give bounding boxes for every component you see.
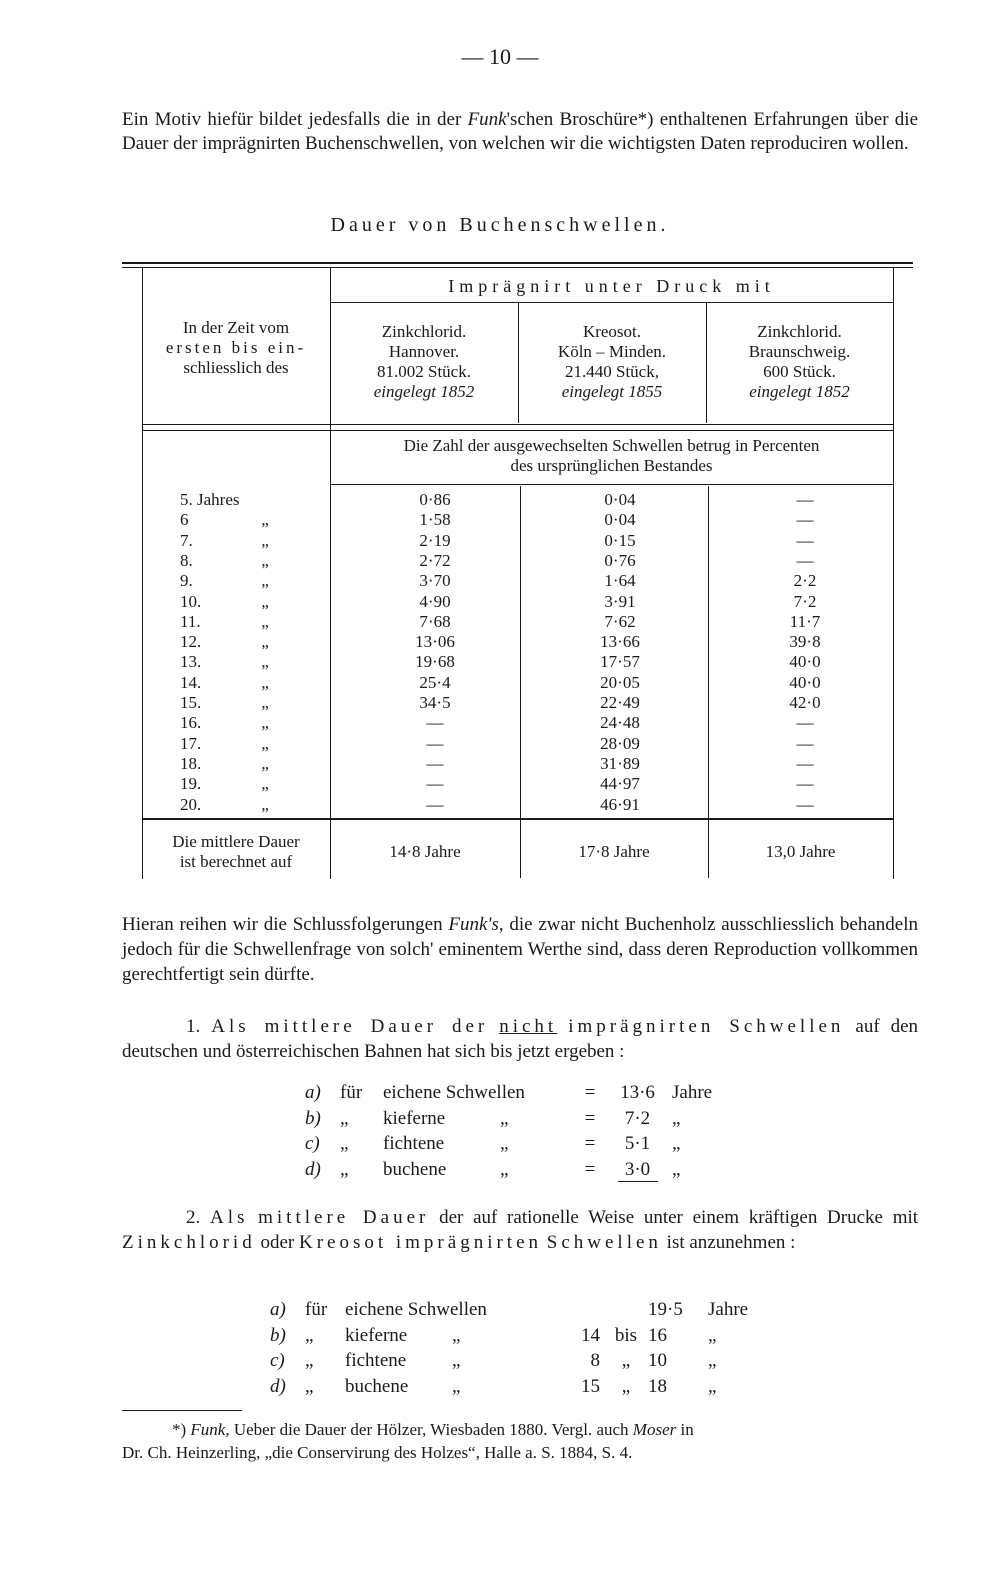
mean-label-line-2: ist berechnet auf xyxy=(179,852,293,871)
para1-after: , die zwar nicht Buchenholz ausschliesslich behandeln jedoch für die Schwellenfrage von solch' eminentem Werthe sind, dass deren Reproduction vollkommen gerechtfertigt sein dürfte. xyxy=(122,914,918,985)
col3-line1: Zinkchlorid. xyxy=(757,322,842,341)
item1-rest: auf den deutschen und österreichischen Bahnen hat sich bis jetzt ergeben : xyxy=(122,1016,919,1062)
item2-schwellen: Schwellen xyxy=(546,1232,662,1253)
row-ditto-mark: „ xyxy=(261,611,269,631)
list1-key: a) xyxy=(305,1082,321,1103)
cell-koeln: 46·91 xyxy=(600,794,640,814)
footnote-marker: *) xyxy=(172,1420,187,1439)
list1-unit: „ xyxy=(672,1158,681,1180)
col3-line2: Braunschweig. xyxy=(748,342,851,361)
mean-value-braunschweig: 13,0 Jahre xyxy=(765,842,836,861)
item-2 xyxy=(122,1205,918,1255)
cell-braunschweig: — xyxy=(796,713,814,733)
list2-key: c) xyxy=(270,1350,285,1371)
cell-braunschweig: — xyxy=(796,490,814,509)
subheader-line-2: des ursprünglichen Bestandes xyxy=(510,456,713,475)
row-ditto-mark: „ xyxy=(261,672,269,692)
list2-unit: Jahre xyxy=(708,1299,749,1320)
cell-hannover: — xyxy=(426,733,444,753)
header-bottom-rule xyxy=(142,424,893,425)
table-top-rule-thin xyxy=(122,267,913,268)
cell-braunschweig: 2·2 xyxy=(793,571,817,591)
cell-hannover: 19·68 xyxy=(415,652,455,672)
cell-braunschweig: — xyxy=(796,794,814,814)
cell-braunschweig: 40·0 xyxy=(789,672,821,692)
item2-rest: ist anzunehmen : xyxy=(666,1232,796,1253)
cell-braunschweig: — xyxy=(796,733,814,753)
intro-author: Funk xyxy=(467,109,507,130)
col2-line2: Köln – Minden. xyxy=(557,342,667,361)
item1-text-a: Als mittlere Dauer der xyxy=(211,1016,489,1037)
item-1 xyxy=(122,1014,918,1064)
list2-prefix: für xyxy=(305,1299,328,1320)
list1-unit: „ xyxy=(672,1107,681,1129)
row-ditto-mark: „ xyxy=(261,632,269,652)
cell-braunschweig: — xyxy=(796,753,814,773)
list2-wood: buchene xyxy=(345,1375,409,1397)
row-ditto-mark: „ xyxy=(261,652,269,672)
col1-line1: Zinkchlorid. xyxy=(381,322,467,341)
col2-line1: Kreosot. xyxy=(582,322,642,341)
list2-bis: bis xyxy=(614,1324,638,1346)
row-year-label: 19. xyxy=(180,774,202,794)
cell-koeln: 3·91 xyxy=(604,591,636,611)
list2-wood: eichene Schwellen xyxy=(345,1299,487,1320)
list2-key: d) xyxy=(270,1375,286,1397)
row-year-label: 14. xyxy=(180,672,202,692)
cell-koeln: 0·76 xyxy=(604,550,636,570)
list1-wood: buchene xyxy=(383,1158,447,1180)
cell-braunschweig: 40·0 xyxy=(789,652,821,672)
list1-unit: Jahre xyxy=(672,1082,713,1103)
list2-bis: „ xyxy=(621,1375,631,1397)
list2-key: a) xyxy=(270,1299,286,1320)
row-year-label: 16. xyxy=(180,713,202,733)
row-header-line-1: In der Zeit vom xyxy=(182,318,290,337)
cell-braunschweig: 11·7 xyxy=(789,611,821,631)
row-year-label: 15. xyxy=(180,693,202,712)
cell-hannover: 34·5 xyxy=(419,693,451,712)
item1-number: 1. xyxy=(186,1016,201,1037)
cell-hannover: — xyxy=(426,794,444,814)
col1-line4: eingelegt 1852 xyxy=(373,382,475,401)
item2-oder: oder xyxy=(260,1232,295,1253)
list2-prefix: „ xyxy=(305,1375,314,1397)
cell-braunschweig: 7·2 xyxy=(793,591,817,611)
col1-line3: 81.002 Stück. xyxy=(377,362,471,381)
cell-koeln: 0·04 xyxy=(604,490,636,509)
list1-ditto: „ xyxy=(500,1133,509,1154)
footnote-text-3: Dr. Ch. Heinzerling, „die Conservirung des Holzes“, Halle a. S. 1884, S. 4. xyxy=(122,1443,633,1462)
list1-key: b) xyxy=(305,1107,321,1129)
row-year-label: 8. xyxy=(180,550,193,570)
cell-hannover: 1·58 xyxy=(419,510,451,530)
table-top-rule xyxy=(122,262,913,264)
list1-wood: eichene Schwellen xyxy=(383,1082,525,1103)
row-ditto-mark: „ xyxy=(261,571,269,591)
list1-key: d) xyxy=(305,1158,321,1180)
row-year-label: 6 xyxy=(180,510,189,530)
cell-braunschweig: — xyxy=(796,530,814,550)
list1-ditto: „ xyxy=(500,1107,509,1129)
column-header-hannover xyxy=(330,322,518,402)
item2-number: 2. xyxy=(186,1207,201,1228)
cell-braunschweig: 39·8 xyxy=(789,632,821,652)
intro-text-after: 'schen Broschüre*) enthaltenen Erfahrungen über die Dauer der imprägnirten Buchenschwellen, von welchen wir die wichtigsten Daten reproduciren wollen. xyxy=(122,109,919,154)
col2-line4: eingelegt 1855 xyxy=(561,382,663,401)
list1-value: 13·6 xyxy=(620,1082,655,1103)
list2-to: 19·5 xyxy=(648,1299,683,1320)
col2-line3: 21.440 Stück, xyxy=(565,362,659,381)
list2-wood: kieferne xyxy=(345,1324,408,1346)
list1-wood: kieferne xyxy=(383,1107,446,1129)
cell-braunschweig: 42·0 xyxy=(789,693,821,712)
cell-hannover: 0·86 xyxy=(419,490,451,509)
list1-equals: = xyxy=(584,1133,596,1154)
table-title: Dauer von Buchenschwellen. xyxy=(330,214,670,236)
intro-paragraph xyxy=(122,108,918,156)
column-header-braunschweig xyxy=(706,322,893,402)
cell-braunschweig: — xyxy=(796,510,814,530)
list1-prefix: „ xyxy=(340,1133,349,1154)
list1-equals: = xyxy=(584,1107,596,1129)
list2-unit: „ xyxy=(708,1324,717,1346)
item1-nicht: nicht xyxy=(499,1016,558,1037)
list2-prefix: „ xyxy=(305,1324,314,1346)
row-year-label: 20. xyxy=(180,794,202,814)
row-ditto-mark: „ xyxy=(261,510,269,530)
row-year-label: 10. xyxy=(180,591,202,611)
list2-from: 15 xyxy=(581,1375,600,1397)
group-header: Imprägnirt unter Druck mit xyxy=(448,276,775,296)
cell-hannover: 2·19 xyxy=(419,530,451,550)
list2-to: 10 xyxy=(648,1350,667,1371)
mean-row-rule xyxy=(142,818,893,820)
list2-key: b) xyxy=(270,1324,286,1346)
row-ditto-mark: „ xyxy=(261,774,269,794)
row-year-label: 12. xyxy=(180,632,202,652)
subheader-rule xyxy=(330,484,893,485)
cell-koeln: 24·48 xyxy=(600,713,640,733)
list1-value: 3·0 xyxy=(624,1158,651,1180)
para1-before: Hieran reihen wir die Schlussfolgerungen xyxy=(122,914,449,935)
row-ditto-mark: „ xyxy=(261,591,269,611)
cell-koeln: 1·64 xyxy=(604,571,636,591)
table-right-border xyxy=(893,267,894,879)
row-year-label: 18. xyxy=(180,753,202,773)
footnote-text-2: in xyxy=(680,1420,694,1439)
col3-line3: 600 Stück. xyxy=(763,362,836,381)
footnote-author: Funk, xyxy=(190,1420,230,1439)
list1-wood: fichtene xyxy=(383,1133,445,1154)
list1-ditto: „ xyxy=(500,1158,509,1180)
cell-hannover: 2·72 xyxy=(419,550,451,570)
cell-hannover: 4·90 xyxy=(419,591,451,611)
list2-ditto: „ xyxy=(452,1375,461,1397)
list2-to: 16 xyxy=(648,1324,667,1346)
row-ditto-mark: „ xyxy=(261,530,269,550)
list2-prefix: „ xyxy=(305,1350,314,1371)
column-header-koeln xyxy=(518,322,706,402)
list1-value: 7·2 xyxy=(624,1107,651,1129)
list2-wood: fichtene xyxy=(345,1350,407,1371)
list1-prefix: „ xyxy=(340,1107,349,1129)
footnote xyxy=(122,1418,918,1464)
list1-equals: = xyxy=(584,1082,596,1103)
group-header-rule xyxy=(330,302,893,303)
cell-koeln: 20·05 xyxy=(600,672,640,692)
cell-hannover: 7·68 xyxy=(419,611,451,631)
row-year-label: 13. xyxy=(180,652,202,672)
list2-ditto: „ xyxy=(452,1350,461,1371)
row-year-label: 5. Jahres xyxy=(180,490,240,509)
list1-prefix: „ xyxy=(340,1158,349,1180)
list2-unit: „ xyxy=(708,1375,717,1397)
cell-koeln: 44·97 xyxy=(600,774,640,794)
item2-text-c: der auf rationelle Weise unter einem kräftigen Drucke mit xyxy=(439,1207,919,1228)
item2-text-b: mittlere Dauer xyxy=(258,1207,430,1228)
row-ditto-mark: „ xyxy=(261,733,269,753)
footnote-text-1: Ueber die Dauer der Hölzer, Wiesbaden 1880. Vergl. auch xyxy=(233,1420,629,1439)
list1-equals: = xyxy=(584,1158,596,1180)
cell-koeln: 13·66 xyxy=(600,632,640,652)
row-header xyxy=(142,318,330,378)
cell-braunschweig: — xyxy=(796,550,814,570)
mean-value-hannover: 14·8 Jahre xyxy=(389,842,461,861)
list1-key: c) xyxy=(305,1133,320,1154)
page-number: — 10 — xyxy=(461,44,539,69)
cell-hannover: 25·4 xyxy=(419,672,451,692)
list2-from: 14 xyxy=(581,1324,600,1346)
cell-hannover: — xyxy=(426,713,444,733)
row-ditto-mark: „ xyxy=(261,693,269,712)
list1-sum-underline xyxy=(618,1181,658,1182)
item2-zinkchlorid: Zinkchlorid xyxy=(122,1232,256,1253)
row-ditto-mark: „ xyxy=(261,753,269,773)
subheader-line-1: Die Zahl der ausgewechselten Schwellen betrug in Percenten xyxy=(403,436,820,455)
cell-hannover: 3·70 xyxy=(419,571,451,591)
row-year-label: 17. xyxy=(180,733,202,753)
header-bottom-rule-2 xyxy=(142,430,893,431)
cell-braunschweig: — xyxy=(796,774,814,794)
list1-unit: „ xyxy=(672,1133,681,1154)
intro-text-before: Ein Motiv hiefür bildet jedesfalls die in der xyxy=(122,109,468,130)
cell-koeln: 0·04 xyxy=(604,510,636,530)
cell-koeln: 0·15 xyxy=(604,530,636,550)
row-header-line-2: ersten bis ein- xyxy=(165,338,307,357)
cell-koeln: 28·09 xyxy=(600,733,640,753)
list1-value: 5·1 xyxy=(624,1133,651,1154)
row-ditto-mark xyxy=(255,490,275,510)
row-year-label: 11. xyxy=(180,611,201,631)
footnote-author-2: Moser xyxy=(632,1420,677,1439)
col1-line2: Hannover. xyxy=(388,342,460,361)
item2-text-a: Als xyxy=(209,1207,249,1228)
table-subheader xyxy=(330,436,893,476)
para1-author: Funk's xyxy=(448,914,499,935)
cell-hannover: 13·06 xyxy=(415,632,455,652)
row-year-label: 9. xyxy=(180,571,193,591)
row-ditto-mark: „ xyxy=(261,794,269,814)
row-ditto-mark: „ xyxy=(261,550,269,570)
row-ditto-mark: „ xyxy=(261,713,269,733)
list2-ditto: „ xyxy=(452,1324,461,1346)
list2-from: 8 xyxy=(590,1350,600,1371)
mean-label-line-1: Die mittlere Dauer xyxy=(172,832,300,851)
mean-row-label xyxy=(142,832,330,872)
paragraph-conclusions xyxy=(122,912,918,987)
row-header-line-3: schliesslich des xyxy=(183,358,289,377)
mean-value-koeln: 17·8 Jahre xyxy=(578,842,650,861)
list2-unit: „ xyxy=(708,1350,717,1371)
item2-kreosot: Kreosot imprägnirten xyxy=(298,1232,543,1253)
item1-text-b: imprägnirten Schwellen xyxy=(568,1016,845,1037)
cell-koeln: 31·89 xyxy=(600,753,640,773)
footnote-rule xyxy=(122,1410,242,1411)
col3-line4: eingelegt 1852 xyxy=(749,382,850,401)
cell-hannover: — xyxy=(426,753,444,773)
row-year-label: 7. xyxy=(180,530,193,550)
cell-koeln: 17·57 xyxy=(600,652,640,672)
list2-bis: „ xyxy=(621,1350,631,1371)
list1-prefix: für xyxy=(340,1082,363,1103)
list2-to: 18 xyxy=(648,1375,667,1397)
cell-koeln: 7·62 xyxy=(604,611,636,631)
cell-hannover: — xyxy=(426,774,444,794)
cell-koeln: 22·49 xyxy=(600,693,640,712)
